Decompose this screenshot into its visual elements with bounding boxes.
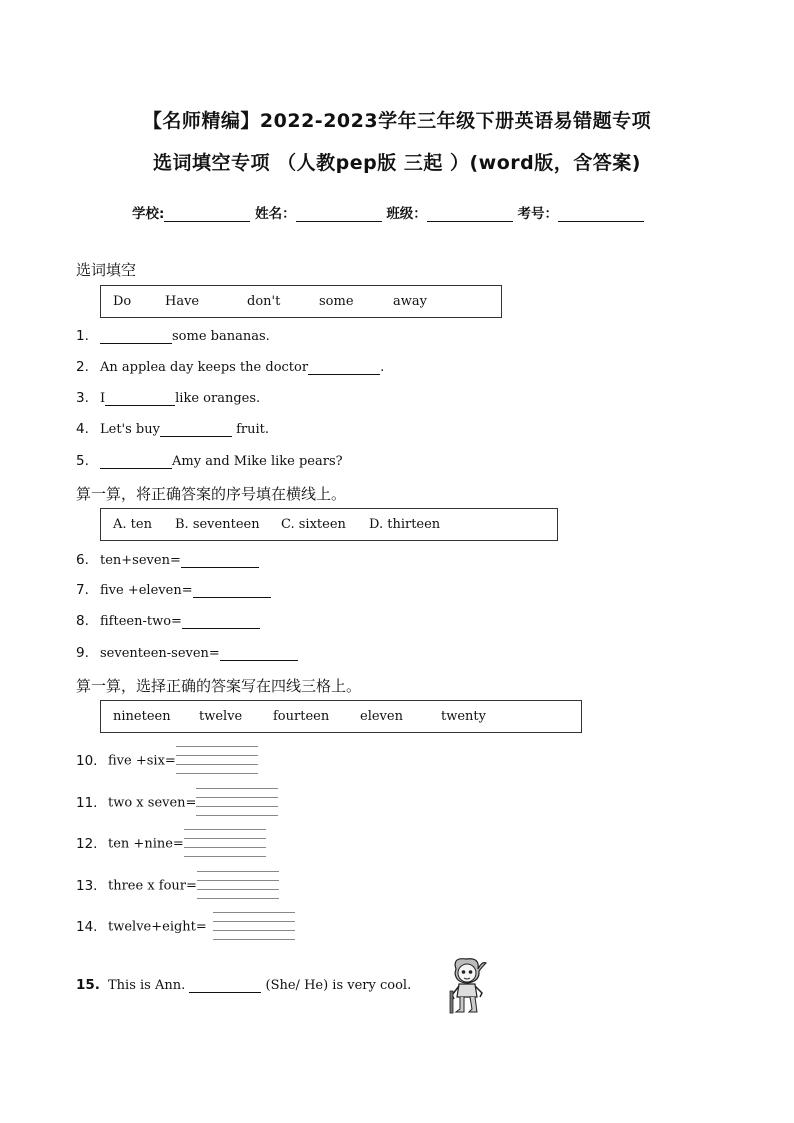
question-text: Let's buy (100, 422, 160, 437)
question-text: some bananas. (172, 329, 270, 344)
question-text: seventeen-seven= (100, 646, 220, 661)
question-number: 12. (76, 835, 98, 852)
answer-blank[interactable] (160, 422, 232, 437)
question-number: 7. (76, 582, 89, 598)
answer-blank[interactable] (189, 978, 261, 993)
word-option: nineteen (113, 709, 171, 724)
question-text: . (380, 360, 385, 375)
question-text: This is Ann. (108, 978, 190, 993)
section3-word-box (100, 700, 582, 733)
word-option: twelve (199, 709, 243, 724)
option: B. seventeen (175, 517, 260, 532)
question-number: 9. (76, 645, 89, 661)
question-text: fifteen-two= (100, 614, 182, 629)
four-line-grid[interactable] (196, 788, 278, 818)
number-label: 考号： (517, 206, 559, 222)
question-number: 11. (76, 794, 98, 811)
question-number: 10. (76, 752, 98, 769)
question-12 (76, 829, 266, 852)
question-number: 4. (76, 421, 89, 437)
word-option: twenty (441, 709, 486, 724)
section1-word-box (100, 285, 502, 318)
word-option: eleven (360, 709, 403, 724)
question-9 (76, 643, 298, 663)
name-label: 姓名： (255, 206, 296, 222)
word-option: away (393, 294, 427, 309)
answer-blank[interactable] (220, 646, 298, 661)
word-option: Have (165, 294, 200, 309)
question-4 (76, 419, 269, 439)
section3-heading: 算一算，选择正确的答案写在四线三格上。 (76, 677, 362, 695)
question-5 (76, 451, 343, 471)
question-number: 3. (76, 390, 89, 406)
question-2 (76, 357, 384, 377)
question-10 (76, 746, 258, 769)
option: C. sixteen (281, 517, 346, 532)
four-line-grid[interactable] (176, 746, 258, 776)
school-blank[interactable] (164, 207, 250, 222)
answer-blank[interactable] (308, 360, 380, 375)
question-6 (76, 550, 259, 570)
question-text: (She/ He) is very cool. (261, 978, 412, 993)
word-option: Do (113, 294, 132, 309)
section2-heading: 算一算，将正确答案的序号填在横线上。 (76, 485, 347, 503)
question-number: 5. (76, 453, 89, 469)
number-blank[interactable] (558, 207, 644, 222)
question-text: I (100, 391, 106, 406)
title-line-2: 选词填空专项 （人教pep版 三起 ）(word版，含答案) (153, 152, 641, 174)
question-text: five +eleven= (100, 583, 193, 598)
question-text: An applea day keeps the doctor (100, 360, 309, 375)
four-line-grid[interactable] (197, 871, 279, 901)
section2-option-box (100, 508, 558, 541)
answer-blank[interactable] (105, 391, 175, 406)
school-label: 学校: (132, 206, 165, 222)
word-option: fourteen (273, 709, 330, 724)
question-number: 13. (76, 877, 98, 894)
question-number: 2. (76, 359, 89, 375)
question-1 (76, 326, 270, 346)
section1-heading: 选词填空 (76, 261, 137, 279)
question-text: Amy and Mike like pears? (172, 454, 343, 469)
question-text: like oranges. (175, 391, 261, 406)
question-7 (76, 580, 271, 600)
question-text: ten+seven= (100, 553, 181, 568)
question-8 (76, 611, 260, 631)
four-line-grid[interactable] (184, 829, 266, 859)
question-15 (76, 975, 411, 995)
question-13 (76, 871, 279, 894)
title-line-1: 【名师精编】2022-2023学年三年级下册英语易错题专项 (142, 110, 652, 132)
question-number: 1. (76, 328, 89, 344)
question-text: five +six= (108, 753, 176, 769)
question-number: 6. (76, 552, 89, 568)
class-blank[interactable] (427, 207, 513, 222)
four-line-grid[interactable] (213, 912, 295, 942)
word-option: don't (247, 294, 281, 309)
answer-blank[interactable] (182, 614, 260, 629)
question-14 (76, 912, 295, 935)
answer-blank[interactable] (193, 583, 271, 598)
question-text: three x four= (108, 878, 197, 894)
question-number: 14. (76, 918, 98, 935)
question-number: 15. (76, 977, 100, 993)
answer-blank[interactable] (181, 553, 259, 568)
word-option: some (319, 294, 354, 309)
answer-blank[interactable] (100, 454, 172, 469)
question-text: two x seven= (108, 795, 197, 811)
student-info-row (132, 202, 644, 222)
name-blank[interactable] (296, 207, 382, 222)
question-11 (76, 788, 278, 811)
question-3 (76, 388, 260, 408)
class-label: 班级： (386, 206, 427, 222)
question-text: fruit. (231, 422, 270, 437)
question-text: ten +nine= (108, 836, 184, 852)
answer-blank[interactable] (100, 329, 172, 344)
cartoon-girl-icon (446, 955, 488, 1015)
option: D. thirteen (369, 517, 441, 532)
question-number: 8. (76, 613, 89, 629)
option: A. ten (113, 517, 152, 532)
question-text: twelve+eight= (108, 919, 207, 935)
